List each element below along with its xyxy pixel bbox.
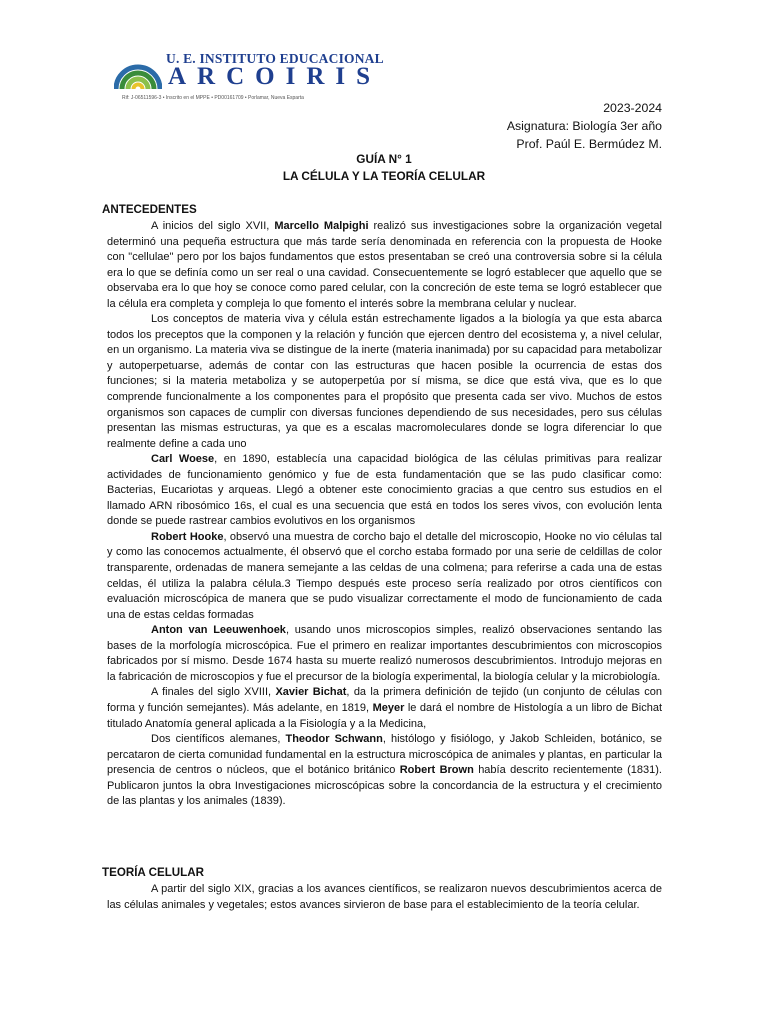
name-woese: Carl Woese — [151, 453, 215, 466]
antecedentes-body — [107, 219, 662, 810]
guide-number: GUÍA N° 1 — [356, 152, 412, 166]
name-malpighi: Marcello Malpighi — [274, 220, 369, 232]
guide-title: LA CÉLULA Y LA TEORÍA CELULAR — [282, 169, 486, 183]
school-registration: Rif: J-06511596-3 • Inscrito en el MPPE • PD00161709 • Porlamar, Nueva Esparta — [122, 95, 304, 101]
subject-line: Asignatura: Biología 3er año — [506, 119, 662, 133]
section-heading-antecedentes: ANTECEDENTES — [102, 203, 197, 216]
paragraph-materia-viva: Los conceptos de materia viva y célula están estrechamente ligados a la biología ya que esta abarca todos los preceptos que la componen y la relación y función que ejercen dentro del ecosistema y, a nivel celular, en un organismo. La materia viva se distingue de la inerte (materia inanimada) por su capacidad para metabolizar y autoperpetuarse, además de contar con las estructuras que hacen posible la ocurrencia de estas dos funciones; si la materia metaboliza y se autoperpetúa por sí misma, se dice que está viva, que es lo que comprende funcionalmente a los componentes para el propósito que presenta cada ser vivo. Muchos de estos organismos son capaces de cumplir con diversas funciones dependiendo de sus necesidades, pero sus células presentan las mismas estructuras, ya que es a escalas macromoleculares donde se logra diferenciar lo que realmente define a cada uno — [107, 313, 662, 450]
school-name-line1: U. E. INSTITUTO EDUCACIONAL — [166, 51, 384, 66]
name-meyer: Meyer — [372, 701, 405, 714]
teacher-line: Prof. Paúl E. Bermúdez M. — [516, 137, 662, 151]
paragraph-hooke: Robert Hooke, observó una muestra de corcho bajo el detalle del microscopio, Hooke no vio células tal y como las conocemos actualmente, él observó que el corcho estaba formado por una serie de celdillas de color transparente, ordenadas de manera semejante a las celdas de una colmena; para referirse a cada una de estas celdas, él utiliza la palabra célula.3 Tiempo después este proceso sería realizado por otros científicos con evaluación microscópica de manera que se pudo visualizar correctamente el modo de funcionamiento de cada una de estas celdas formadas — [107, 530, 662, 621]
paragraph-leeuwenhoek: Anton van Leeuwenhoek, usando unos microscopios simples, realizó observaciones sentando las bases de la morfología microscópica. Fue el primero en realizar importantes descubrimientos con microscopios fabricados por sí mismo. Desde 1674 hasta su muerte realizó numerosos descubrimientos. Introdujo mejoras en la fabricación de microscopios y fue el precursor de la biología experimental, la biología celular y la microbiología. — [107, 624, 662, 683]
name-schwann: Theodor Schwann — [285, 733, 383, 746]
name-bichat: Xavier Bichat — [275, 686, 347, 699]
paragraph-bichat: A finales del siglo XVIII, Xavier Bichat, da la primera definición de tejido (un conjunto de células con forma y función semejantes). Más adelante, en 1819, Meyer le dará el nombre de Histología a un libro de Bichat titulado Anatomía general aplicada a la Fisiología y a la Medicina, — [107, 686, 662, 730]
school-year: 2023-2024 — [603, 101, 662, 115]
name-brown: Robert Brown — [399, 764, 474, 777]
document-header — [507, 99, 662, 153]
paragraph-woese: Carl Woese, en 1890, establecía una capacidad biológica de las células primitivas para realizar actividades de funcionamiento genómico y fue de esta fundamentación que se las pudo clasificar como: Bacterias, Eucariotas y arqueas. Llegó a obtener este conocimiento gracias a que centro sus estudios en el llamado ARN ribosómico 16s, el cual es una secuencia que está en todos los seres vivos, con evolución lenta donde se puede rastrear cambios evolutivos en los organismos — [107, 453, 662, 528]
rainbow-logo-icon — [114, 45, 162, 89]
school-logo — [114, 45, 384, 105]
section-heading-teoria: TEORÍA CELULAR — [102, 866, 204, 879]
paragraph-malpighi: A inicios del siglo XVII, Marcello Malpighi realizó sus investigaciones sobre la organización vegetal determinó una pequeña estructura que más tarde sería denominada en referencia con la propuesta de Hooke con "cellulae" pero por los bajos fundamentos que estos presentaban se creó una controversia sobre si la célula era lo que se definía como un ser real o una cavidad. Consecuentemente se logró establecer que aquello que se observaba era lo que hoy se conoce como pared celular, con la concreción de este tema se logró establecer que la célula era completa y compleja lo que fomento el interés sobre la membrana celular y nuclear. — [107, 220, 662, 310]
guide-title-block — [0, 151, 768, 185]
paragraph-teoria: A partir del siglo XIX, gracias a los avances científicos, se realizaron nuevos descubrimientos acerca de las células animales y vegetales; estos avances sirvieron de base para el establecimiento de la teoría celular. — [107, 883, 662, 911]
name-hooke: Robert Hooke — [151, 530, 224, 543]
name-leeuwenhoek: Anton van Leeuwenhoek — [151, 624, 286, 637]
paragraph-schwann: Dos científicos alemanes, Theodor Schwann, histólogo y fisiólogo, y Jakob Schleiden, botánico, se percataron de cierta comunidad fundamental en la estructura microscópica de animales y plantas, en particular la presencia de centros o núcleos, que el botánico británico Robert Brown había descrito recientemente (1831). Publicaron juntos la obra Investigaciones microscópicas sobre la concordancia de la estructura y el crecimiento de las plantas y los animales (1839). — [107, 733, 663, 808]
school-name-line2: ARCOIRIS — [168, 63, 382, 90]
teoria-body — [107, 882, 662, 913]
